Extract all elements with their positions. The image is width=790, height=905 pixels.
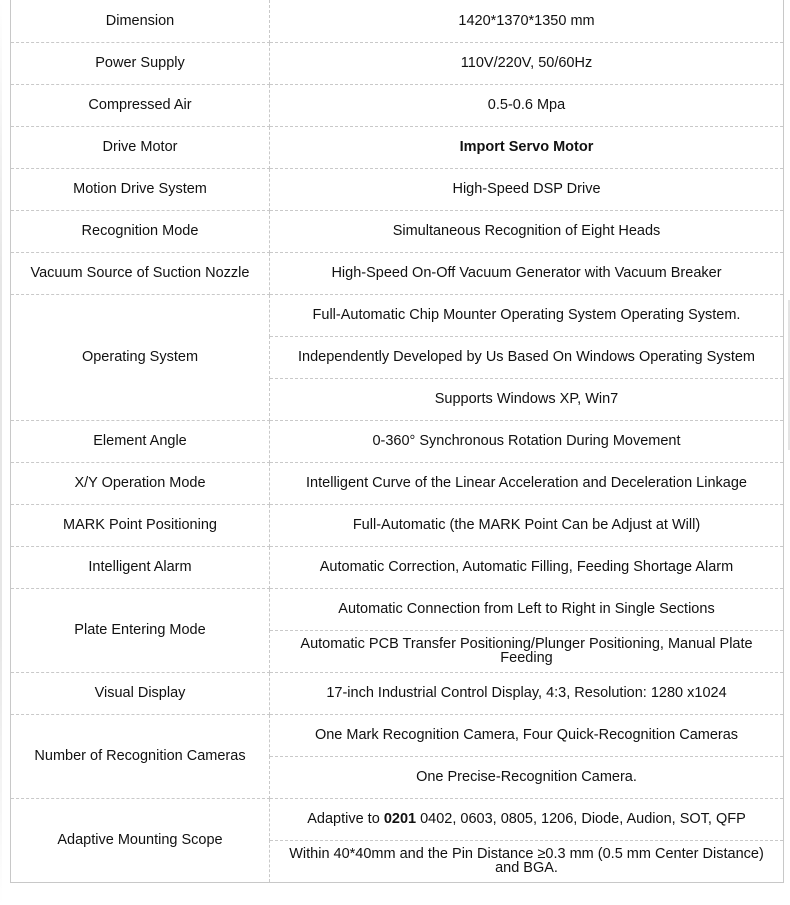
spec-label-recognition-cameras: Number of Recognition Cameras xyxy=(11,714,270,798)
table-row xyxy=(11,714,784,756)
spec-label-vacuum-source: Vacuum Source of Suction Nozzle xyxy=(11,252,270,294)
spec-value: Import Servo Motor xyxy=(270,126,784,168)
spec-label-plate-entering-mode: Plate Entering Mode xyxy=(11,588,270,672)
spec-label-intelligent-alarm: Intelligent Alarm xyxy=(11,546,270,588)
table-row xyxy=(11,252,784,294)
spec-value: 0.5-0.6 Mpa xyxy=(270,84,784,126)
table-row xyxy=(11,504,784,546)
spec-value: 17-inch Industrial Control Display, 4:3, Resolution: 1280 x1024 xyxy=(270,672,784,714)
spec-value: 0-360° Synchronous Rotation During Movement xyxy=(270,420,784,462)
table-row xyxy=(11,420,784,462)
spec-table xyxy=(10,0,784,883)
spec-label-dimension: Dimension xyxy=(11,0,270,42)
table-row xyxy=(11,546,784,588)
table-row xyxy=(11,168,784,210)
table-row xyxy=(11,210,784,252)
spec-value: 110V/220V, 50/60Hz xyxy=(270,42,784,84)
spec-label-visual-display: Visual Display xyxy=(11,672,270,714)
spec-value: Automatic Correction, Automatic Filling, Feeding Shortage Alarm xyxy=(270,546,784,588)
spec-value: Full-Automatic Chip Mounter Operating System Operating System. xyxy=(270,294,784,336)
spec-value: Simultaneous Recognition of Eight Heads xyxy=(270,210,784,252)
spec-label-element-angle: Element Angle xyxy=(11,420,270,462)
spec-label-drive-motor: Drive Motor xyxy=(11,126,270,168)
spec-value xyxy=(270,798,784,840)
table-row xyxy=(11,588,784,630)
table-row xyxy=(11,462,784,504)
spec-label-motion-drive-system: Motion Drive System xyxy=(11,168,270,210)
adaptive-prefix: Adaptive to xyxy=(307,811,380,827)
spec-label-operating-system: Operating System xyxy=(11,294,270,420)
spec-label-recognition-mode: Recognition Mode xyxy=(11,210,270,252)
spec-value: Automatic Connection from Left to Right in Single Sections xyxy=(270,588,784,630)
table-row xyxy=(11,672,784,714)
spec-value: High-Speed DSP Drive xyxy=(270,168,784,210)
spec-label-power-supply: Power Supply xyxy=(11,42,270,84)
spec-value: Intelligent Curve of the Linear Acceleration and Deceleration Linkage xyxy=(270,462,784,504)
table-row xyxy=(11,0,784,42)
left-edge-shadow xyxy=(0,0,2,905)
spec-label-mark-point-positioning: MARK Point Positioning xyxy=(11,504,270,546)
spec-label-adaptive-mounting-scope: Adaptive Mounting Scope xyxy=(11,798,270,882)
adaptive-bold-size: 0201 xyxy=(383,811,417,827)
spec-value: 1420*1370*1350 mm xyxy=(270,0,784,42)
table-row xyxy=(11,42,784,84)
spec-value: One Precise-Recognition Camera. xyxy=(270,756,784,798)
spec-label-xy-operation-mode: X/Y Operation Mode xyxy=(11,462,270,504)
table-row xyxy=(11,84,784,126)
table-row xyxy=(11,798,784,840)
spec-value: Supports Windows XP, Win7 xyxy=(270,378,784,420)
table-row xyxy=(11,294,784,336)
spec-label-compressed-air: Compressed Air xyxy=(11,84,270,126)
table-row xyxy=(11,126,784,168)
spec-value: High-Speed On-Off Vacuum Generator with Vacuum Breaker xyxy=(270,252,784,294)
spec-value: Full-Automatic (the MARK Point Can be Adjust at Will) xyxy=(270,504,784,546)
adaptive-sizes: 0402, 0603, 0805, 1206, Diode, Audion, SOT, QFP xyxy=(420,811,746,827)
spec-value: Independently Developed by Us Based On Windows Operating System xyxy=(270,336,784,378)
spec-value: Automatic PCB Transfer Positioning/Plunger Positioning, Manual Plate Feeding xyxy=(270,630,784,672)
spec-value: One Mark Recognition Camera, Four Quick-Recognition Cameras xyxy=(270,714,784,756)
spec-value: Within 40*40mm and the Pin Distance ≥0.3 mm (0.5 mm Center Distance) and BGA. xyxy=(289,846,764,876)
